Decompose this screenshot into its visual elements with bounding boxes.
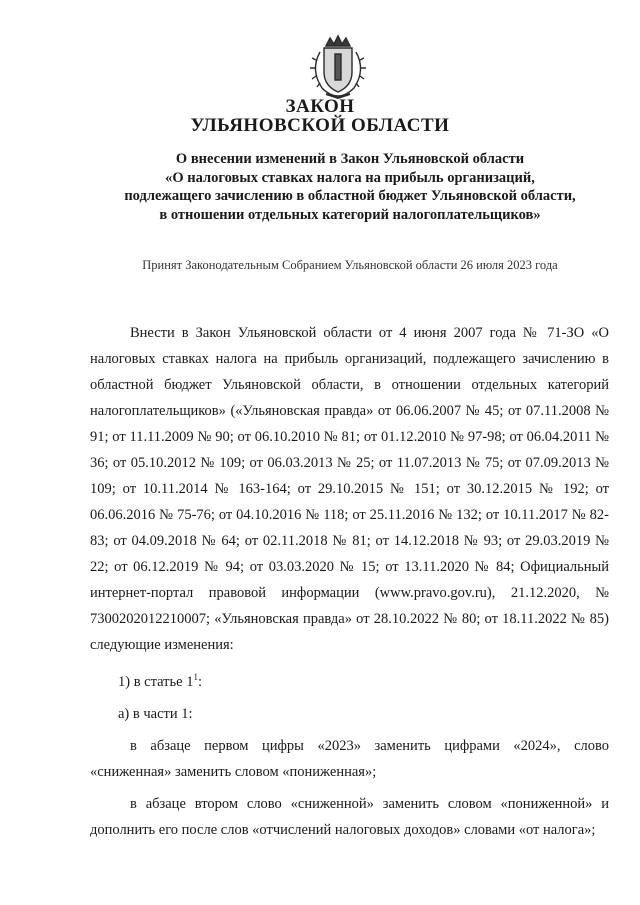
intro-line: от 11.07.2013 № 75; от 07.09.2013 № 109; от 10.11.2014 № 163-164; [90,455,610,497]
paragraph-1-line: в абзаце первом цифры «2023» заменить цифрами «2024», слово [130,737,609,754]
paragraph-1-line: «сниженная» заменить словом «пониженная»; [90,763,377,780]
intro-paragraph [90,320,609,658]
intro-line: правовой информации (www.pravo.gov.ru), 21.12.2020, № 7300202012210007; [90,585,609,627]
intro-line: № 118; от 25.11.2016 № 132; от 10.11.2017 № 82-83; от 04.09.2018 № 64; [90,507,609,549]
intro-line: от 29.10.2015 № 151; от 30.12.2015 № 192; от 06.06.2016 № 75-76; от 04.10.2016 [90,481,610,523]
adoption-statement: Принят Законодательным Собранием Ульяновской области 26 июля 2023 года [142,258,558,272]
coat-of-arms-emblem [304,32,372,102]
item-1-colon: : [197,673,202,690]
intro-line: от 02.11.2018 № 81; от 14.12.2018 № 93; от 29.03.2019 № 22; от 06.12.2019 [90,533,610,575]
item-1 [90,664,609,695]
subtitle-line: О внесении изменений в Закон Ульяновской области [175,151,525,167]
intro-line: зачислению в областной бюджет Ульяновской области, в отношении отдельных [90,351,609,393]
item-a: а) в части 1: [118,705,193,722]
item-1-sup: 1 [193,672,198,682]
intro-line: Внести в Закон Ульяновской области от 4 июня 2007 года № 71-ЗО [130,325,585,341]
law-body [90,320,609,843]
intro-line: категорий налогоплательщиков» («Ульяновская правда» от 06.06.2007 № 45; [90,377,610,419]
law-title: ЗАКОН [285,96,355,117]
subtitle-line: в отношении отдельных категорий налогоплательщиков» [159,206,541,223]
intro-line: изменения: [164,637,234,653]
intro-line: «О налоговых ставках налога на прибыль организаций, подлежащего [90,325,609,367]
intro-line: № 94; от 03.03.2020 № 15; от 13.11.2020 № 84; Официальный интернет-портал [90,559,610,601]
intro-line: от 07.11.2008 № 91; от 11.11.2009 № 90; от 06.10.2010 № 81; от 01.12.2010 [90,403,609,445]
law-subtitle [60,150,640,224]
paragraph-2-line: в абзаце втором слово «сниженной» заменить словом «пониженной» [130,795,593,812]
subtitle-line: «О налоговых ставках налога на прибыль организаций, [165,169,535,186]
paragraph-2-line: и дополнить его после слов «отчислений налоговых доходов» словами [90,795,609,838]
intro-line: «Ульяновская правда» от 28.10.2022 № 80; от 18.11.2022 № 85) следующие [90,611,609,653]
subtitle-line: подлежащего зачислению в областной бюджет Ульяновской области, [124,188,576,204]
intro-line: № 97-98; от 06.04.2011 № 36; от 05.10.2012 № 109; от 06.03.2013 № 25; [90,429,610,471]
paragraph-2 [90,791,609,843]
paragraph-2-line: «от налога»; [518,821,596,838]
law-region-title: УЛЬЯНОВСКОЙ ОБЛАСТИ [190,115,450,136]
paragraph-1 [90,733,609,785]
item-1-text: 1) в статье 1 [118,673,194,690]
